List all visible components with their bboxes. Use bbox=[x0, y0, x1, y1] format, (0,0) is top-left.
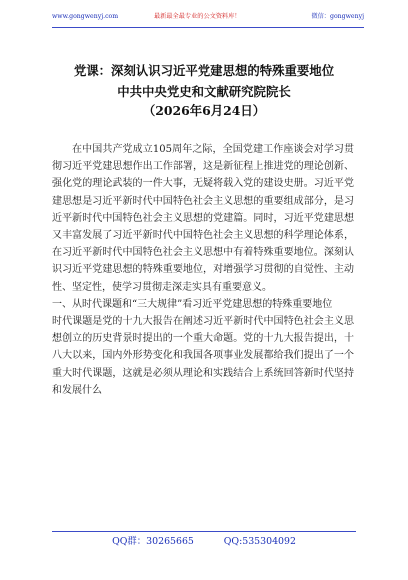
page-footer bbox=[0, 534, 408, 550]
document-author: 中共中央党史和文献研究院院长 bbox=[117, 84, 291, 99]
footer-divider bbox=[52, 531, 356, 532]
page-header bbox=[52, 11, 364, 28]
footer-qq: QQ:535304092 bbox=[223, 536, 296, 547]
document-date: （2026年6月24日） bbox=[142, 103, 266, 118]
header-slogan: 最新最全最专业的公文资料库！ bbox=[154, 13, 241, 20]
document-body bbox=[52, 141, 354, 399]
section-heading: 一、从时代课题和“三大规律”看习近平党建思想的特殊重要地位 bbox=[52, 298, 333, 310]
footer-qq-group: QQ群：30265665 bbox=[112, 536, 194, 547]
body-paragraph: 在中国共产党成立105周年之际，全国党建工作座谈会对学习贯彻习近平党建思想作出工作部署，这是新征程上推进党的理论创新、强化党的理论武装的一件大事，无疑将载入党的建设史册。习近平党建思想是习近平新时代中国特色社会主义思想的重要组成部分，是习近平新时代中国特色社会主义思想的党建篇。同时，习近平党建思想又丰富发展了习近平新时代中国特色社会主义思想的科学理论体系，在习近平新时代中国特色社会主义思想中有着特殊重要地位。深刻认识习近平党建思想的特殊重要地位，对增强学习贯彻的自觉性、主动性、坚定性，使学习贯彻走深走实具有重要意义。 bbox=[52, 144, 354, 293]
site-url-link[interactable]: www.gongwenyj.com bbox=[52, 13, 119, 20]
document-title: 党课：深刻认识习近平党建思想的特殊重要地位 bbox=[73, 63, 335, 78]
header-wechat: 微信：gongwenyj bbox=[311, 13, 364, 20]
body-paragraph: 时代课题是党的十九大报告在阐述习近平新时代中国特色社会主义思想创立的历史背景时提出的一个重大命题。党的十九大报告提出，十八大以来，国内外形势变化和我国各项事业发展都给我们提出了一个重大时代课题，这就是必须从理论和实践结合上系统回答新时代坚持和发展什么 bbox=[52, 316, 354, 396]
